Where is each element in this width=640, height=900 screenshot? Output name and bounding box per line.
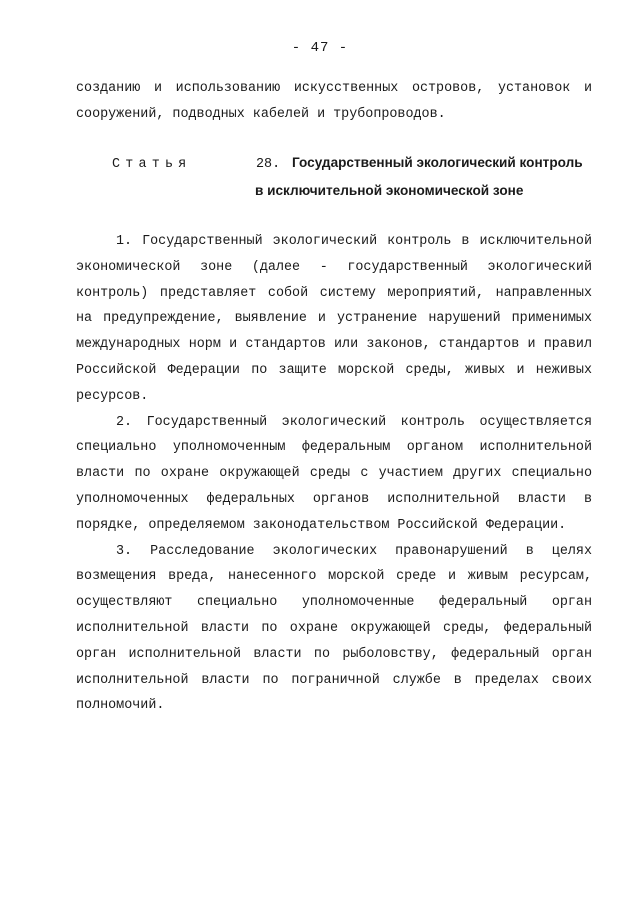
page-number: - 47 - [291, 40, 349, 56]
article-paragraph-2: 2. Государственный экологический контроль осуществляется специально уполномоченным федеральным органом исполнительной власти по охране окружающей среды с участием других специально уполномоченных федеральных органов исполнительной власти в порядке, определяемом законодательством Российской Федерации. [76, 414, 592, 533]
article-title-line2: в исключительной экономической зоне [255, 183, 524, 198]
article-label: Статья [112, 157, 192, 172]
article-header [112, 150, 592, 204]
intro-paragraph: созданию и использованию искусственных островов, установок и сооружений, подводных кабелей и трубопроводов. [76, 81, 592, 122]
article-body [76, 229, 592, 719]
article-paragraph-1: 1. Государственный экологический контроль в исключительной экономической зоне (далее - государственный экологический контроль) представляет собой систему мероприятий, направленных на предупреждение, выявление и устранение нарушений применимых международных норм и стандартов или законов, стандартов и правил Российской Федерации по защите морской среды, живых и неживых ресурсов. [76, 234, 592, 404]
article-paragraph-3: 3. Расследование экологических правонарушений в целях возмещения вреда, нанесенного морской среде и живым ресурсам, осуществляют специально уполномоченные федеральный орган исполнительной власти по охране окружающей среды, федеральный орган исполнительной власти по рыболовству, федеральный орган исполнительной власти по пограничной службе в пределах своих полномочий. [76, 543, 592, 714]
intro-text-block [76, 76, 592, 128]
article-number: 28. [256, 157, 281, 172]
article-title-line1: Государственный экологический контроль [292, 155, 583, 170]
